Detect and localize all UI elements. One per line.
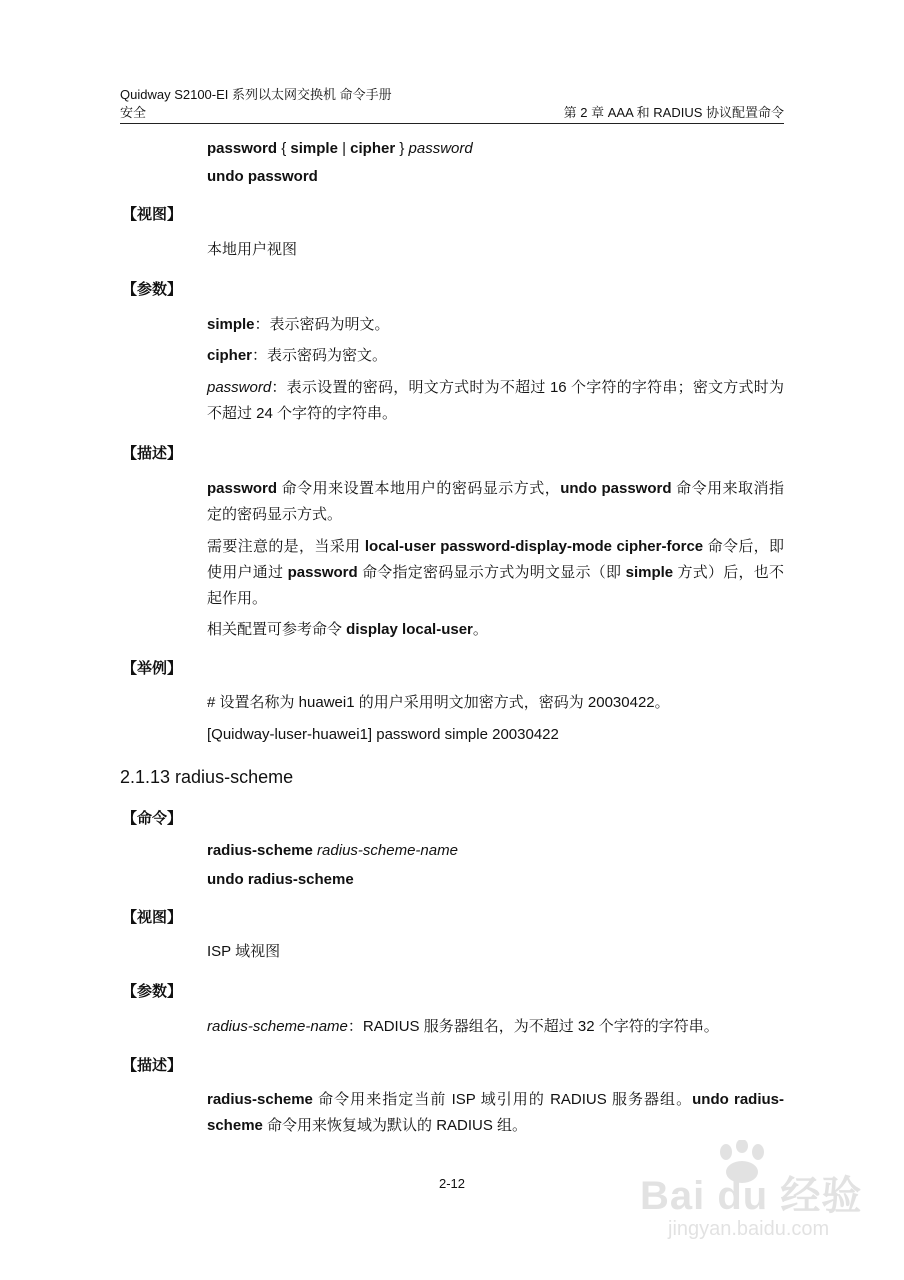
page-header (120, 86, 784, 124)
syntax-argument: password (408, 140, 473, 157)
password-syntax: password { simple | cipher } password (207, 140, 473, 157)
radius-desc-para: radius-scheme 命令用来指定当前 ISP 域引用的 RADIUS 服务器组。undo radius-scheme 命令用来恢复域为默认的 RADIUS 组。 (207, 1091, 785, 1134)
volume-label: 安全 (120, 105, 147, 120)
desc-para-3: 相关配置可参考命令 display local-user。 (207, 621, 488, 638)
section-example: 【举例】 (122, 660, 183, 677)
view-text: 本地用户视图 (207, 241, 298, 258)
baidu-watermark (640, 1140, 870, 1250)
watermark-url: jingyan.baidu.com (668, 1218, 830, 1240)
undo-password-syntax: undo password (207, 168, 318, 185)
section-desc-2: 【描述】 (122, 1057, 183, 1074)
syntax-keyword: simple (290, 140, 338, 157)
page-number: 2-12 (438, 1176, 466, 1191)
param-password: password：表示设置的密码，明文方式时为不超过 16 个字符的字符串；密文方式时为不超过 24 个字符的字符串。 (207, 379, 784, 422)
chapter-label: 第 2 章 AAA 和 RADIUS 协议配置命令 (563, 105, 784, 120)
desc-para-2: 需要注意的是，当采用 local-user password-display-mode cipher-force 命令后，即使用户通过 password 命令指定密码显示方式为明文显示（即 simple 方式）后，也不起作用。 (207, 538, 785, 607)
param-radius-scheme-name: radius-scheme-name：RADIUS 服务器组名，为不超过 32 个字符的字符串。 (207, 1018, 719, 1035)
radius-syntax: radius-scheme radius-scheme-name (207, 842, 458, 859)
section-params: 【参数】 (122, 281, 183, 298)
book-title: Quidway S2100-EI 系列以太网交换机 命令手册 (120, 87, 392, 102)
syntax-keyword: password (207, 140, 278, 157)
section-view-2: 【视图】 (122, 909, 183, 926)
subsection-heading: 2.1.13 radius-scheme (120, 767, 294, 787)
param-cipher: cipher：表示密码为密文。 (207, 347, 388, 364)
section-params-2: 【参数】 (122, 983, 183, 1000)
example-command: [Quidway-luser-huawei1] password simple 20030422 (207, 726, 559, 743)
desc-para-1: password 命令用来设置本地用户的密码显示方式，undo password 命令用来取消指定的密码显示方式。 (207, 480, 784, 523)
view-text-2: ISP 域视图 (207, 943, 281, 960)
header-rule (120, 123, 784, 124)
section-command: 【命令】 (122, 810, 183, 827)
section-view: 【视图】 (122, 206, 183, 223)
param-simple: simple：表示密码为明文。 (207, 316, 390, 333)
example-comment: # 设置名称为 huawei1 的用户采用明文加密方式，密码为 20030422。 (207, 694, 670, 711)
section-desc: 【描述】 (122, 445, 183, 462)
syntax-keyword: cipher (350, 140, 396, 157)
watermark-brand: Bai du 经验 (640, 1174, 863, 1218)
undo-radius-syntax: undo radius-scheme (207, 871, 354, 888)
